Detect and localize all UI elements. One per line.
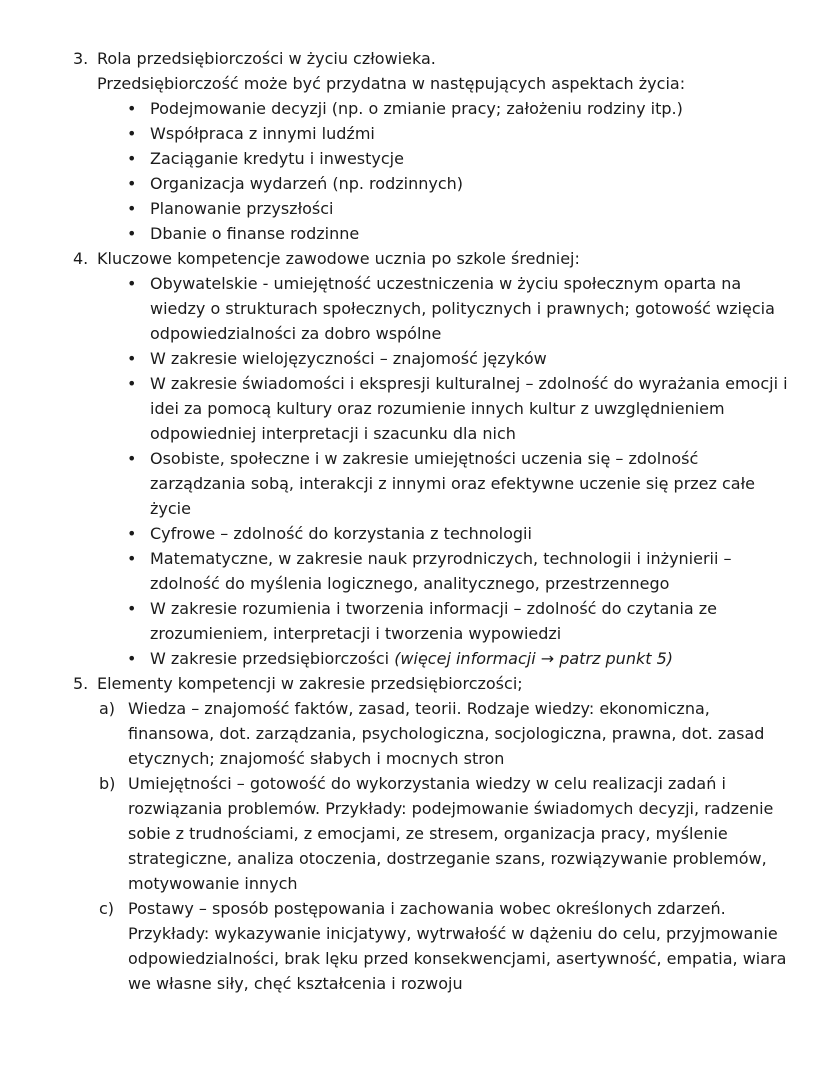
item-content [97, 671, 790, 996]
item-text: Umiejętności – gotowość do wykorzystania wiedzy w celu realizacji zadań i rozwiązania problemów. Przykłady: podejmowanie świadomych decyzji, radzenie sobie z trudnościami, z emocjami, ze stresem, organizacja pracy, myślenie strategiczne, analiza otoczenia, dostrzeganie szans, rozwiązywanie problemów, motywowanie innych [128, 774, 774, 893]
numbered-item-5 [73, 671, 790, 996]
bullet-item: • W zakresie rozumienia i tworzenia informacji – zdolność do czytania ze zrozumieniem, interpretacji i tworzenia wypowiedzi [97, 596, 790, 646]
lettered-item [97, 696, 790, 771]
item-text: Wiedza – znajomość faktów, zasad, teorii. Rodzaje wiedzy: ekonomiczna, finansowa, dot. zarządzania, psychologiczna, socjologiczna, prawna, dot. zasad etycznych; znajomość słabych i mocnych stron [128, 699, 765, 768]
bullet-item: • W zakresie świadomości i ekspresji kulturalnej – zdolność do wyrażania emocji i idei za pomocą kultury oraz rozumienie innych kultur z uwzględnieniem odpowiedniej interpretacji i szacunku dla nich [97, 371, 790, 446]
bullet-item: • Dbanie o finanse rodzinne [97, 221, 790, 246]
bullet-list [97, 96, 790, 246]
item-intro: Przedsiębiorczość może być przydatna w następujących aspektach życia: [97, 74, 686, 93]
lettered-list [97, 696, 790, 996]
bullet-item: • Podejmowanie decyzji (np. o zmianie pracy; założeniu rodziny itp.) [97, 96, 790, 121]
item-content [97, 46, 790, 246]
bullet-item: • Matematyczne, w zakresie nauk przyrodniczych, technologii i inżynierii – zdolność do myślenia logicznego, analitycznego, przestrzennego [97, 546, 790, 596]
lettered-item [97, 771, 790, 896]
bullet-item: • Organizacja wydarzeń (np. rodzinnych) [97, 171, 790, 196]
bullet-item [97, 646, 790, 671]
bullet-italic-note: (więcej informacji → patrz punkt 5) [394, 649, 673, 668]
item-content [97, 246, 790, 671]
item-title: Rola przedsiębiorczości w życiu człowieka. [97, 49, 436, 68]
item-letter: a) [99, 699, 116, 718]
bullet-list [97, 271, 790, 671]
bullet-item: • Planowanie przyszłości [97, 196, 790, 221]
numbered-item-3 [73, 46, 790, 246]
bullet-item: • Zaciąganie kredytu i inwestycje [97, 146, 790, 171]
item-number: 3. [73, 49, 89, 68]
bullet-text: W zakresie przedsiębiorczości [150, 649, 395, 668]
bullet-item: • Współpraca z innymi ludźmi [97, 121, 790, 146]
item-text: Postawy – sposób postępowania i zachowania wobec określonych zdarzeń. Przykłady: wykazywanie inicjatywy, wytrwałość w dążeniu do celu, przyjmowanie odpowiedzialności, brak lęku przed konsekwencjami, asertywność, empatia, wiara we własne siły, chęć kształcenia i rozwoju [128, 899, 787, 993]
item-title: Kluczowe kompetencje zawodowe ucznia po szkole średniej: [97, 249, 580, 268]
numbered-item-4 [73, 246, 790, 671]
bullet-item: • W zakresie wielojęzyczności – znajomość języków [97, 346, 790, 371]
bullet-item: • Cyfrowe – zdolność do korzystania z technologii [97, 521, 790, 546]
bullet-item: • Obywatelskie - umiejętność uczestniczenia w życiu społecznym oparta na wiedzy o strukturach społecznych, politycznych i prawnych; gotowość wzięcia odpowiedzialności za dobro wspólne [97, 271, 790, 346]
item-number: 5. [73, 674, 89, 693]
item-title: Elementy kompetencji w zakresie przedsiębiorczości; [97, 674, 523, 693]
lettered-item [97, 896, 790, 996]
item-number: 4. [73, 249, 89, 268]
item-letter: b) [99, 774, 116, 793]
bullet-item: • Osobiste, społeczne i w zakresie umiejętności uczenia się – zdolność zarządzania sobą, interakcji z innymi oraz efektywne uczenie się przez całe życie [97, 446, 790, 521]
item-letter: c) [99, 899, 115, 918]
